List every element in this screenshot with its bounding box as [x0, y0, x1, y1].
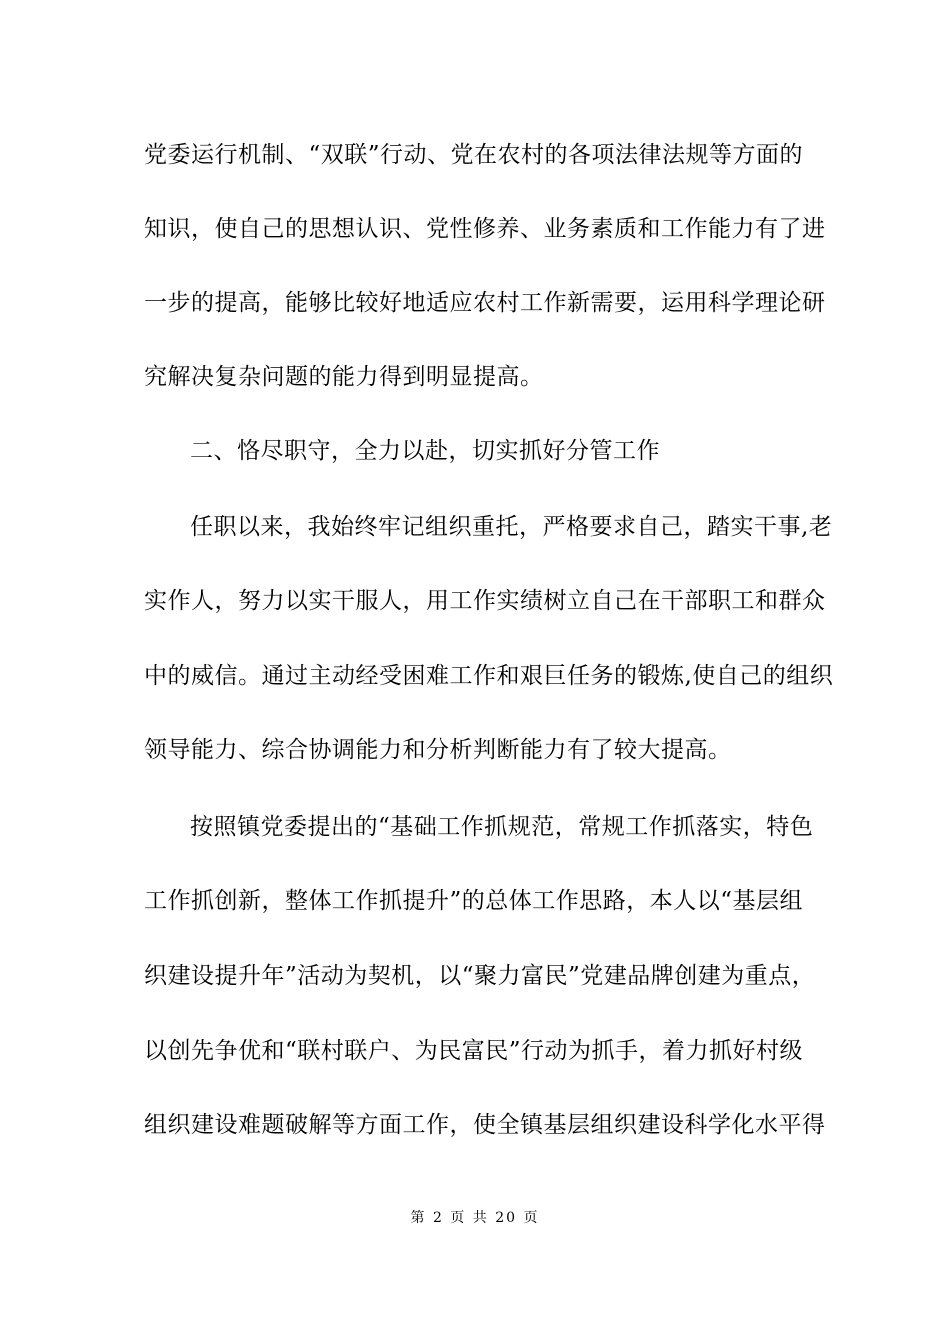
paragraph-4-line-4: 以创先争优和“联村联户、为民富民”行动为抓手，着力抓好村级 [144, 1038, 804, 1064]
section-heading: 二、恪尽职守，全力以赴，切实抓好分管工作 [190, 438, 660, 464]
paragraph-1-line-2: 知识，使自己的思想认识、党性修养、业务素质和工作能力有了进 [144, 216, 826, 242]
paragraph-1-line-1: 党委运行机制、“双联”行动、党在农村的各项法律法规等方面的 [144, 142, 804, 168]
paragraph-4-line-1: 按照镇党委提出的“基础工作抓规范，常规工作抓落实，特色 [190, 814, 814, 840]
paragraph-3-line-4: 领导能力、综合协调能力和分析判断能力有了较大提高。 [144, 737, 732, 763]
paragraph-4-line-2: 工作抓创新，整体工作抓提升”的总体工作思路，本人以“基层组 [144, 888, 804, 914]
paragraph-3-line-3: 中的威信。通过主动经受困难工作和艰巨任务的锻炼,使自己的组织 [144, 663, 834, 689]
paragraph-4-line-3: 织建设提升年”活动为契机，以“聚力富民”党建品牌创建为重点， [144, 963, 816, 989]
paragraph-3-line-1: 任职以来，我始终牢记组织重托，严格要求自己，踏实干事,老 [190, 514, 833, 540]
paragraph-3-line-2: 实作人，努力以实干服人，用工作实绩树立自己在干部职工和群众 [144, 588, 826, 614]
page-number-footer: 第 2 页 共 20 页 [410, 1210, 540, 1226]
paragraph-1-line-4: 究解决复杂问题的能力得到明显提高。 [144, 364, 544, 390]
paragraph-4-line-5: 组织建设难题破解等方面工作，使全镇基层组织建设科学化水平得 [144, 1112, 826, 1138]
paragraph-1-line-3: 一步的提高，能够比较好地适应农村工作新需要，运用科学理论研 [144, 290, 826, 316]
